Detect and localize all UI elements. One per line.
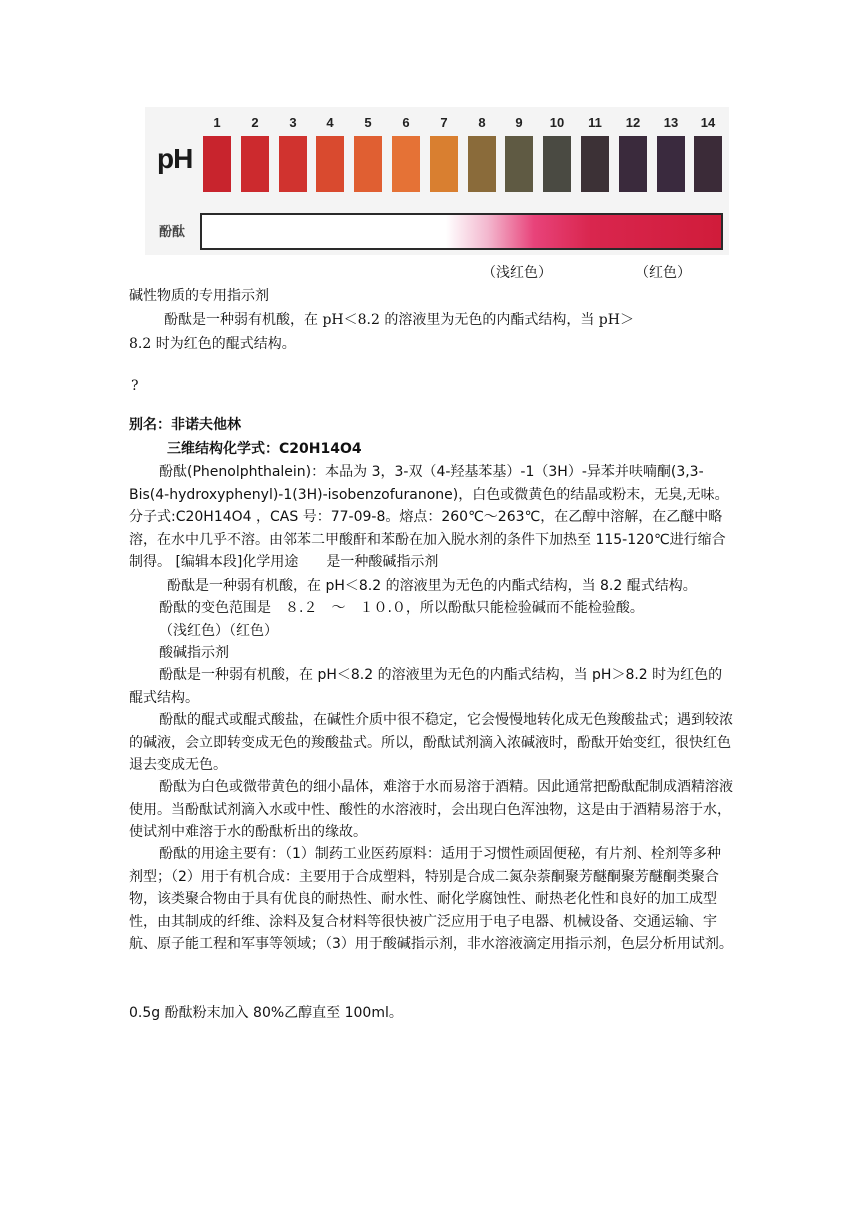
ph-number: 6 [402, 115, 410, 130]
ph-swatch [316, 136, 344, 192]
paragraph-weak-acid: 酚酞是一种弱有机酸，在 pH＜8.2 的溶液里为无色的内酯式结构，当 8.2 醌式结构。 [167, 578, 697, 594]
paragraph-properties: 酚酞(Phenolphthalein)：本品为 3，3-双（4-羟基苯基）-1（3H）-异苯并呋喃酮(3,3-Bis(4-hydroxyphenyl)-1(3H)-isobenzofuranone)，白色或微黄色的结晶或粉末，无臭,无味。分子式:C20H14O4 ，CAS 号：77-09-8。熔点：260℃～263℃，在乙醇中溶解，在乙醚中略溶，在水中几乎不溶。由邻苯二甲酸酐和苯酚在加入脱水剂的条件下加热至 115-120℃进行缩合制得。 [编辑本段]化学用途 是一种酸碱指示剂 [129, 464, 729, 570]
ph-number: 11 [588, 115, 602, 130]
preparation-line: 0.5g 酚酞粉末加入 80%乙醇直至 100ml。 [129, 1005, 403, 1021]
caption-light-red: （浅红色） [482, 265, 552, 281]
ph-swatch [430, 136, 458, 192]
ph-number: 5 [364, 115, 372, 130]
ph-number: 4 [326, 115, 334, 130]
paragraph-acid-base-indicator: 酸碱指示剂 [159, 645, 229, 661]
alias-line: 别名：非诺夫他林 [129, 417, 241, 433]
ph-swatch [619, 136, 647, 192]
intro-line-2: 8.2 时为红色的醌式结构。 [129, 336, 296, 352]
paragraph-uses: 酚酞的用途主要有：（1）制药工业医药原料：适用于习惯性顽固便秘，有片剂、栓剂等多种剂型；（2）用于有机合成：主要用于合成塑料，特别是合成二氮杂萘酮聚芳醚酮聚芳醚酮类聚合物，该类聚合物由于具有优良的耐热性、耐水性、耐化学腐蚀性、耐热老化性和良好的加工成型性，由其制成的纤维、涂料及复合材料等很快被广泛应用于电子电器、机械设备、交通运输、宇航、原子能工程和军事等领域；（3）用于酸碱指示剂，非水溶液滴定用指示剂，色层分析用试剂。 [129, 846, 733, 952]
ph-swatch [354, 136, 382, 192]
formula-line: 三维结构化学式：C20H14O4 [167, 441, 362, 457]
paragraph-range: 酚酞的变色范围是 ８.２ ～ １０.０，所以酚酞只能检验碱而不能检验酸。 [159, 600, 644, 616]
ph-swatch [543, 136, 571, 192]
ph-color-chart [145, 107, 729, 255]
ph-label: pH [157, 143, 193, 174]
ph-swatch [505, 136, 533, 192]
question-mark: ? [131, 378, 139, 394]
ph-swatch [279, 136, 307, 192]
heading-alkaline-indicator: 碱性物质的专用指示剂 [129, 288, 269, 304]
ph-swatch [694, 136, 722, 192]
ph-number: 14 [700, 115, 716, 130]
ph-number: 1 [213, 115, 221, 130]
ph-number: 8 [478, 115, 486, 130]
ph-swatch [657, 136, 685, 192]
indicator-label: 酚酞 [159, 225, 186, 240]
ph-swatch [241, 136, 269, 192]
ph-swatch [581, 136, 609, 192]
phenolphthalein-gradient-bar [200, 213, 723, 250]
ph-number: 9 [515, 115, 523, 130]
ph-swatch [203, 136, 231, 192]
ph-number: 12 [625, 115, 641, 130]
ph-number: 2 [251, 115, 259, 130]
intro-line-1: 酚酞是一种弱有机酸，在 pH＜8.2 的溶液里为无色的内酯式结构，当 pH＞ [164, 312, 634, 328]
ph-number: 10 [549, 115, 565, 130]
ph-number: 3 [289, 115, 297, 130]
ph-swatch [392, 136, 420, 192]
ph-swatch [468, 136, 496, 192]
caption-red: （红色） [635, 265, 691, 281]
paragraph-structure: 酚酞是一种弱有机酸，在 pH＜8.2 的溶液里为无色的内酯式结构，当 pH＞8.2 时为红色的醌式结构。 [129, 667, 723, 706]
ph-number: 7 [440, 115, 448, 130]
ph-number: 13 [663, 115, 679, 130]
paragraph-solubility: 酚酞为白色或微带黄色的细小晶体，难溶于水而易溶于酒精。因此通常把酚酞配制成酒精溶液使用。当酚酞试剂滴入水或中性、酸性的水溶液时，会出现白色浑浊物，这是由于酒精易溶于水，使试剂中难溶于水的酚酞析出的缘故。 [129, 779, 733, 840]
paragraph-quinoid-salt: 酚酞的醌式或醌式酸盐，在碱性介质中很不稳定，它会慢慢地转化成无色羧酸盐式；遇到较浓的碱液，会立即转变成无色的羧酸盐式。所以，酚酞试剂滴入浓碱液时，酚酞开始变红，很快红色退去变成无色。 [129, 712, 733, 773]
paragraph-colors: （浅红色）（红色） [159, 623, 278, 639]
